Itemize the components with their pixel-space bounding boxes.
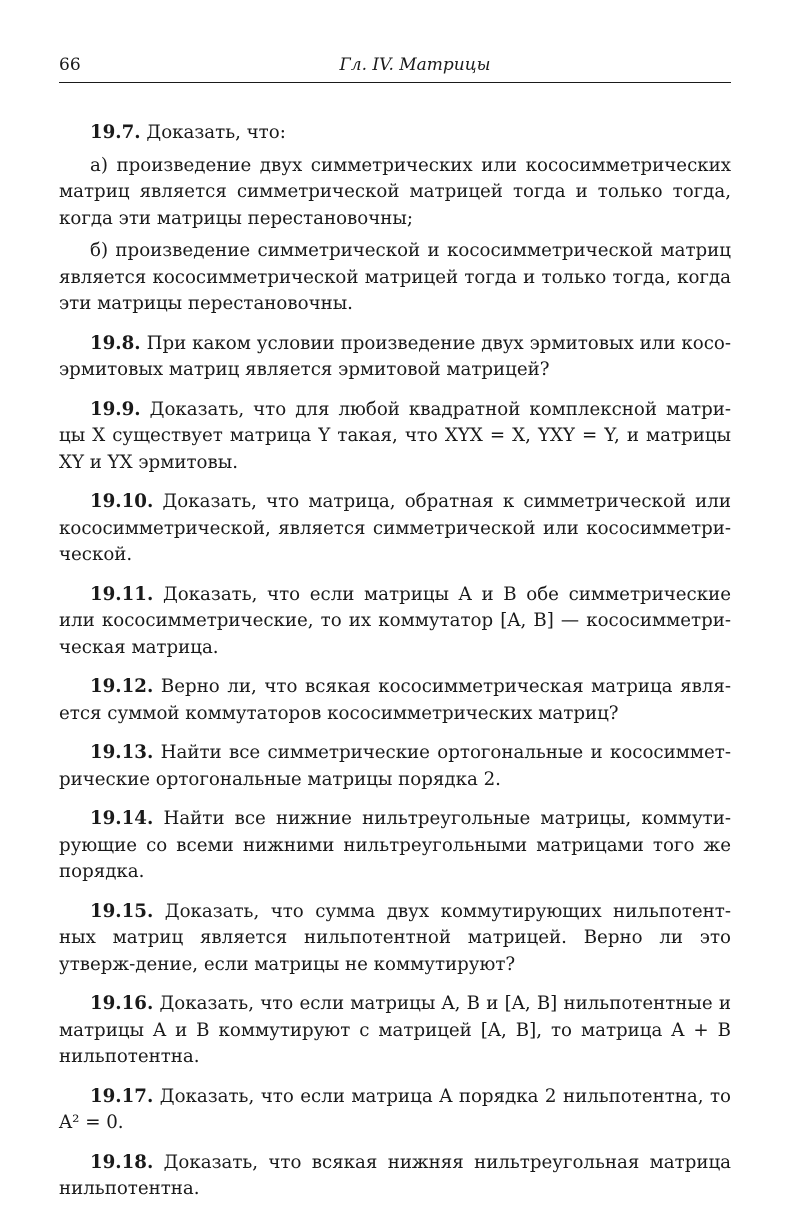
problem-19-7-part-a — [59, 153, 731, 233]
problem-19-12 — [59, 674, 731, 727]
problem-19-8 — [59, 331, 731, 384]
page-header — [59, 52, 731, 83]
problem-text: Доказать, что если матрицы A, B и [A, B] нильпотентные и матрицы A и B коммутируют с матрицей [A, B], то матрица A + B нильпотентна. — [59, 993, 731, 1067]
problem-text: Найти все нижние нильтреугольные матрицы, коммути-рующие со всеми нижними нильтреугольными матрицами того же порядка. — [59, 808, 731, 882]
problem-number: 19.13. — [90, 742, 154, 763]
problem-text: Доказать, что если матрицы A и B обе симметрические или кососимметрические, то их коммутатор [A, B] — кососимметри-ческая матрица. — [59, 583, 731, 658]
problem-number: 19.11. — [90, 583, 154, 605]
problem-19-17 — [59, 1084, 731, 1137]
page-number: 66 — [59, 55, 81, 75]
problem-text: Доказать, что если матрица A порядка 2 нильпотентна, то A² = 0. — [59, 1085, 731, 1133]
problem-text: а) произведение двух симметрических или кососимметрических матриц является симметрической матрицей тогда и только тогда, когда эти матрицы перестановочны; — [59, 154, 731, 229]
running-head: Гл. IV. Матрицы — [339, 55, 491, 75]
problem-text: Верно ли, что всякая кососимметрическая матрица явля-ется суммой коммутаторов кососимметрических матриц? — [59, 676, 731, 724]
problem-19-9 — [59, 397, 731, 477]
problem-19-14 — [59, 806, 731, 886]
problem-number: 19.14. — [90, 808, 154, 829]
problem-19-11 — [59, 582, 731, 662]
problem-text: Найти все симметрические ортогональные и кососиммет-рические ортогональные матрицы порядка 2. — [59, 742, 731, 790]
problem-19-18 — [59, 1150, 731, 1203]
problem-text: Доказать, что: — [140, 122, 286, 143]
problem-number: 19.10. — [90, 491, 154, 512]
problem-text: Доказать, что всякая нижняя нильтреугольная матрица нильпотентна. — [59, 1151, 731, 1199]
problem-19-16 — [59, 991, 731, 1071]
problem-number: 19.7. — [90, 122, 141, 143]
problem-19-7 — [59, 120, 731, 147]
problem-number: 19.17. — [90, 1085, 154, 1107]
problem-text: Доказать, что матрица, обратная к симметрической или кососимметрической, является симметрической или кососимметри-ческой. — [59, 491, 731, 565]
problem-number: 19.16. — [90, 993, 154, 1014]
problems-list — [59, 120, 731, 1216]
problem-19-15 — [59, 899, 731, 979]
problem-number: 19.12. — [90, 676, 154, 697]
problem-text: Доказать, что сумма двух коммутирующих нильпотент-ных матриц является нильпотентной матрицей. Верно ли это утверж-дение, если матрицы не коммутируют? — [59, 900, 731, 975]
problem-19-10 — [59, 489, 731, 569]
problem-number: 19.9. — [90, 398, 141, 420]
problem-text: При каком условии произведение двух эрмитовых или косо-эрмитовых матриц является эрмитовой матрицей? — [59, 332, 731, 380]
problem-text: Доказать, что для любой квадратной комплексной матри-цы X существует матрица Y такая, что XYX = X, YXY = Y, и матрицы XY и YX эрмитовы. — [59, 398, 731, 473]
problem-number: 19.8. — [90, 332, 141, 354]
problem-19-7-part-b — [59, 238, 731, 318]
problem-text: б) произведение симметрической и кососимметрической матриц является кососимметрической матрицей тогда и только тогда, когда эти матрицы перестановочны. — [59, 240, 731, 314]
problem-number: 19.15. — [90, 900, 154, 922]
problem-number: 19.18. — [90, 1151, 154, 1173]
problem-19-13 — [59, 740, 731, 793]
